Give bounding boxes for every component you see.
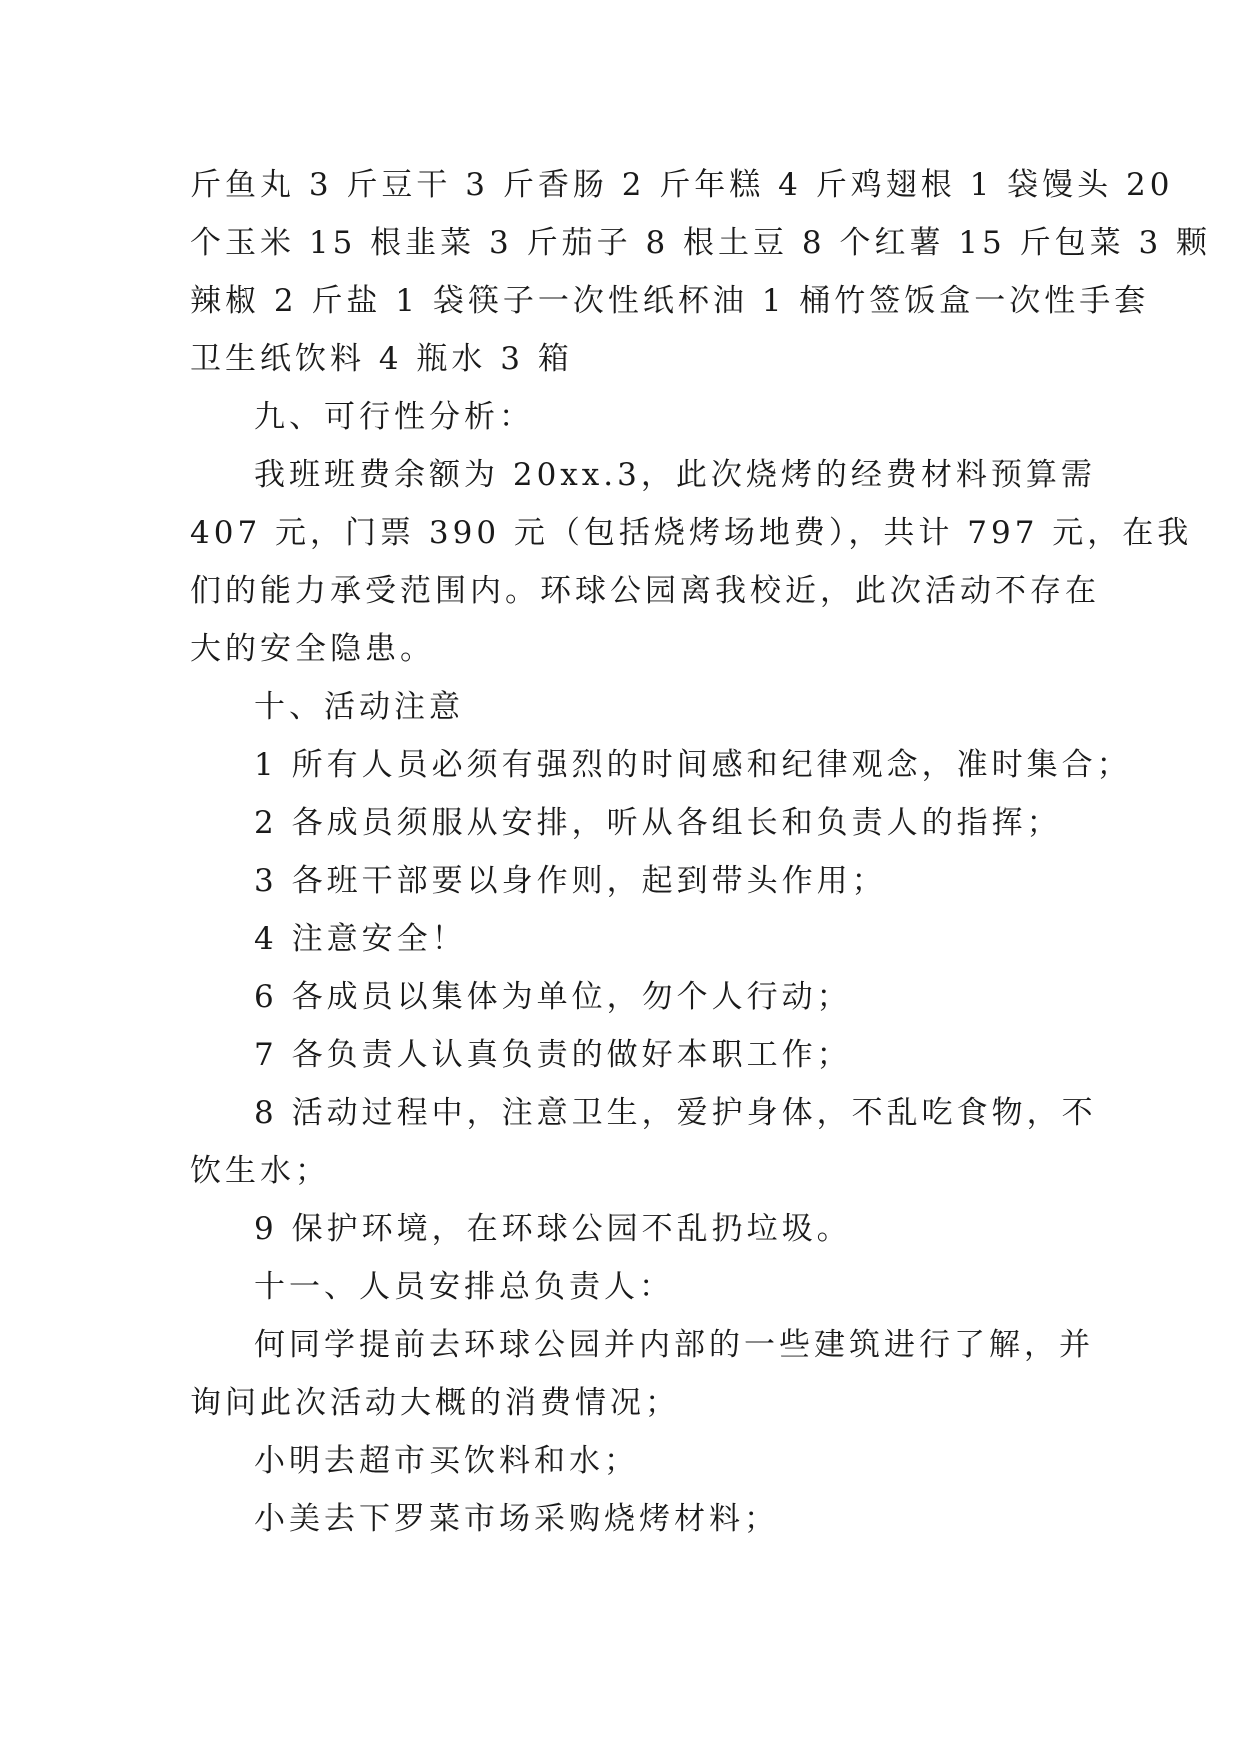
list-item: 9 保护环境，在环球公园不乱扔垃圾。	[254, 1211, 852, 1247]
section-heading: 十一、人员安排总负责人：	[254, 1269, 674, 1305]
text-line: 饮生水；	[190, 1153, 330, 1189]
text-line: 407 元，门票 390 元（包括烧烤场地费），共计 797 元，在我	[190, 515, 1193, 551]
text-line: 个玉米 15 根韭菜 3 斤茄子 8 根土豆 8 个红薯 15 斤包菜 3 颗	[190, 225, 1212, 261]
list-item: 2 各成员须服从安排，听从各组长和负责人的指挥；	[254, 805, 1062, 841]
document-body	[190, 156, 1212, 1548]
list-item: 7 各负责人认真负责的做好本职工作；	[254, 1037, 852, 1073]
text-line: 我班班费余额为 20xx.3，此次烧烤的经费材料预算需	[254, 457, 1096, 493]
text-line: 大的安全隐患。	[190, 631, 435, 667]
list-item: 3 各班干部要以身作则，起到带头作用；	[254, 863, 887, 899]
section-heading: 十、活动注意	[254, 689, 464, 725]
list-item: 6 各成员以集体为单位，勿个人行动；	[254, 979, 852, 1015]
text-line: 何同学提前去环球公园并内部的一些建筑进行了解，并	[254, 1327, 1094, 1363]
text-line: 们的能力承受范围内。环球公园离我校近，此次活动不存在	[190, 573, 1100, 609]
text-line: 小明去超市买饮料和水；	[254, 1443, 639, 1479]
text-line: 卫生纸饮料 4 瓶水 3 箱	[190, 341, 573, 377]
list-item: 8 活动过程中，注意卫生，爱护身体，不乱吃食物，不	[254, 1095, 1097, 1131]
section-heading: 九、可行性分析：	[254, 399, 534, 435]
text-line: 小美去下罗菜市场采购烧烤材料；	[254, 1501, 779, 1537]
text-line: 辣椒 2 斤盐 1 袋筷子一次性纸杯油 1 桶竹签饭盒一次性手套	[190, 283, 1150, 319]
text-line: 询问此次活动大概的消费情况；	[190, 1385, 680, 1421]
list-item: 1 所有人员必须有强烈的时间感和纪律观念，准时集合；	[254, 747, 1132, 783]
text-line: 斤鱼丸 3 斤豆干 3 斤香肠 2 斤年糕 4 斤鸡翅根 1 袋馒头 20	[190, 167, 1174, 203]
list-item: 4 注意安全！	[254, 921, 467, 957]
